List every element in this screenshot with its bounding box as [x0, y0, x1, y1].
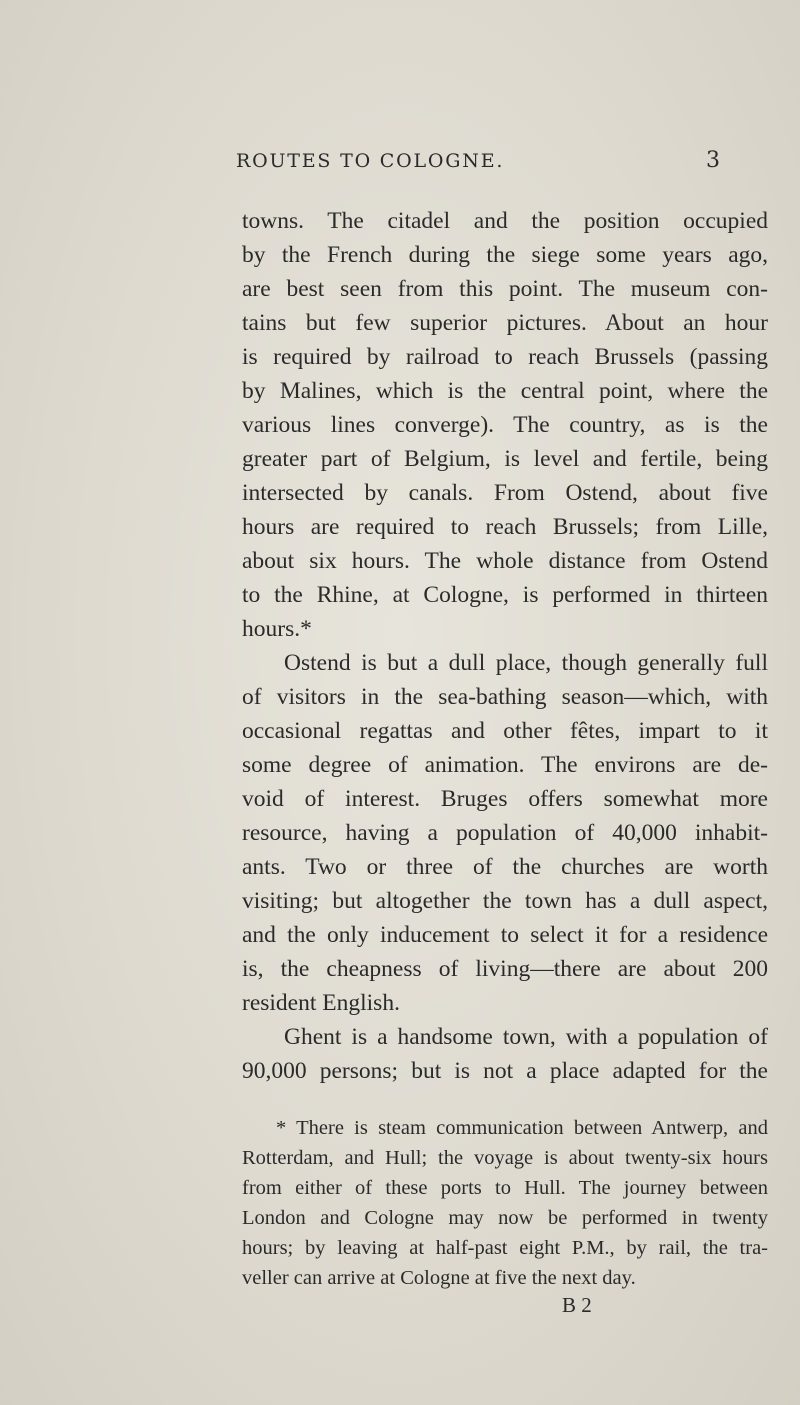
body-line: occasional regattas and other fêtes, impart to it — [242, 718, 768, 744]
body-line: hours.* — [242, 616, 312, 642]
body-line: is required by railroad to reach Brussels (passing — [242, 344, 768, 370]
body-line: by the French during the siege some years ago, — [242, 242, 768, 268]
body-line: ants. Two or three of the churches are worth — [242, 854, 768, 880]
footnote-line: from either of these ports to Hull. The journey between — [242, 1177, 768, 1199]
body-line: of visitors in the sea-bathing season—which, with — [242, 684, 768, 710]
running-head-title: ROUTES TO COLOGNE. — [236, 150, 505, 172]
body-line: towns. The citadel and the position occupied — [242, 208, 768, 234]
body-line: resident English. — [242, 990, 400, 1016]
paragraph-start-line: Ostend is but a dull place, though generally full — [284, 650, 768, 676]
page-number: 3 — [706, 148, 720, 173]
footnote-line: veller can arrive at Cologne at five the next day. — [242, 1267, 636, 1289]
body-line: hours are required to reach Brussels; from Lille, — [242, 514, 768, 540]
footnote-line: Rotterdam, and Hull; the voyage is about twenty-six hours — [242, 1147, 768, 1169]
body-line: intersected by canals. From Ostend, about five — [242, 480, 768, 506]
body-line: by Malines, which is the central point, where the — [242, 378, 768, 404]
body-line: some degree of animation. The environs are de- — [242, 752, 768, 778]
footnote-line: hours; by leaving at half-past eight P.M., by rail, the tra- — [242, 1237, 768, 1259]
body-line: greater part of Belgium, is level and fertile, being — [242, 446, 768, 472]
body-line: visiting; but altogether the town has a dull aspect, — [242, 888, 768, 914]
body-line: 90,000 persons; but is not a place adapted for the — [242, 1058, 768, 1084]
body-line: void of interest. Bruges offers somewhat more — [242, 786, 768, 812]
footnote-line: London and Cologne may now be performed in twenty — [242, 1207, 768, 1229]
body-line: about six hours. The whole distance from Ostend — [242, 548, 768, 574]
body-line: resource, having a population of 40,000 inhabit- — [242, 820, 768, 846]
body-line: is, the cheapness of living—there are about 200 — [242, 956, 768, 982]
body-line: tains but few superior pictures. About an hour — [242, 310, 768, 336]
body-line: various lines converge). The country, as is the — [242, 412, 768, 438]
footnote-line: * There is steam communication between Antwerp, and — [276, 1117, 768, 1139]
signature-mark: B 2 — [562, 1293, 592, 1317]
body-line: are best seen from this point. The museum con- — [242, 276, 768, 302]
paragraph-start-line: Ghent is a handsome town, with a population of — [284, 1024, 768, 1050]
body-line: and the only inducement to select it for a residence — [242, 922, 768, 948]
body-line: to the Rhine, at Cologne, is performed in thirteen — [242, 582, 768, 608]
